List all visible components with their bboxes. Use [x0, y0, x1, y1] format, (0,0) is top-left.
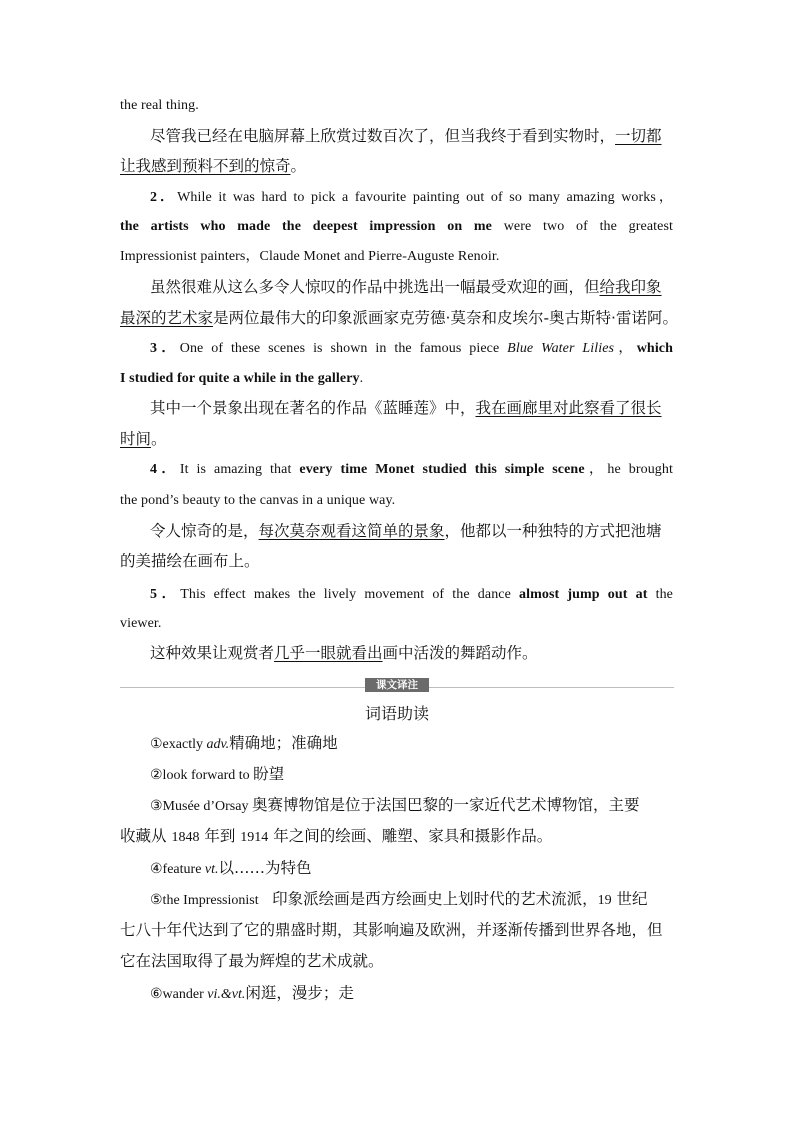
s2-en-line3: Impressionist painters，Claude Monet and Pierre-Auguste Renoir. [120, 249, 500, 264]
s1-en-tail: the real thing. [120, 98, 199, 113]
s3-en-line2: I studied for quite a while in the gallery. [120, 371, 364, 386]
s5-en-line2: viewer. [120, 616, 162, 631]
s1-zh-underlined: 一切都 [615, 127, 662, 145]
vocab-item-5-cont2: 它在法国取得了最为辉煌的艺术成就。 [120, 952, 384, 970]
s4-zh-line2: 的美描绘在画布上。 [120, 552, 260, 570]
s2-en-line2: the artists who made the deepest impression on me were two of the greatest [120, 219, 674, 234]
vocab-item-5: ⑤the Impressionist 印象派绘画是西方绘画史上划时代的艺术流派，19 世纪 [150, 890, 648, 908]
s4-en-line1: 4．It is amazing that every time Monet studied this simple scene，he brought [150, 462, 673, 477]
vocab-item-3-cont: 收藏从 1848 年到 1914 年之间的绘画、雕塑、家具和摄影作品。 [120, 827, 553, 845]
section-banner: 课文译注 [365, 678, 429, 692]
s3-zh-line1: 其中一个景象出现在著名的作品《蓝睡莲》中，我在画廊里对此察看了很长 [150, 399, 662, 417]
s4-en-line2: the pond’s beauty to the canvas in a unique way. [120, 493, 396, 508]
s2-en-line1: 2．While it was hard to pick a favourite painting out of so many amazing works， [150, 190, 673, 205]
s1-zh-line1: 尽管我已经在电脑屏幕上欣赏过数百次了，但当我终于看到实物时，一切都 [150, 127, 662, 145]
s3-en-line1: 3．One of these scenes is shown in the famous piece Blue Water Lilies，which [150, 341, 674, 356]
s5-en-line1: 5．This effect makes the lively movement of the dance almost jump out at the [150, 587, 673, 602]
vocab-item-4: ④feature vt.以……为特色 [150, 859, 312, 877]
s5-zh-line1: 这种效果让观赏者几乎一眼就看出画中活泼的舞蹈动作。 [150, 644, 538, 662]
vocab-item-1: ①exactly adv.精确地；准确地 [150, 734, 338, 752]
vocab-item-3: ③Musée d’Orsay 奥赛博物馆是位于法国巴黎的一家近代艺术博物馆，主要 [150, 796, 640, 814]
artwork-title: Blue Water Lilies [507, 341, 615, 356]
s2-bold-phrase: the artists who made the deepest impression on me [120, 219, 492, 234]
divider-right [429, 687, 674, 688]
s4-zh-line1: 令人惊奇的是，每次莫奈观看这简单的景象，他都以一种独特的方式把池塘 [150, 522, 662, 540]
divider-left [120, 687, 365, 688]
vocab-item-5-cont1: 七八十年代达到了它的鼎盛时期，其影响遍及欧洲，并逐渐传播到世界各地，但 [120, 921, 663, 939]
s1-zh-line2: 让我感到预料不到的惊奇。 [120, 157, 307, 175]
vocab-item-2: ②look forward to 盼望 [150, 765, 285, 783]
s2-zh-line2: 最深的艺术家是两位最伟大的印象派画家克劳德·莫奈和皮埃尔-奥古斯特·雷诺阿。 [120, 309, 678, 327]
s3-zh-line2: 时间。 [120, 430, 167, 448]
vocab-title: 词语助读 [364, 704, 429, 723]
vocab-item-6: ⑥wander vi.&vt.闲逛，漫步；走 [150, 984, 354, 1002]
s2-zh-line1: 虽然很难从这么多令人惊叹的作品中挑选出一幅最受欢迎的画，但给我印象 [150, 278, 662, 296]
